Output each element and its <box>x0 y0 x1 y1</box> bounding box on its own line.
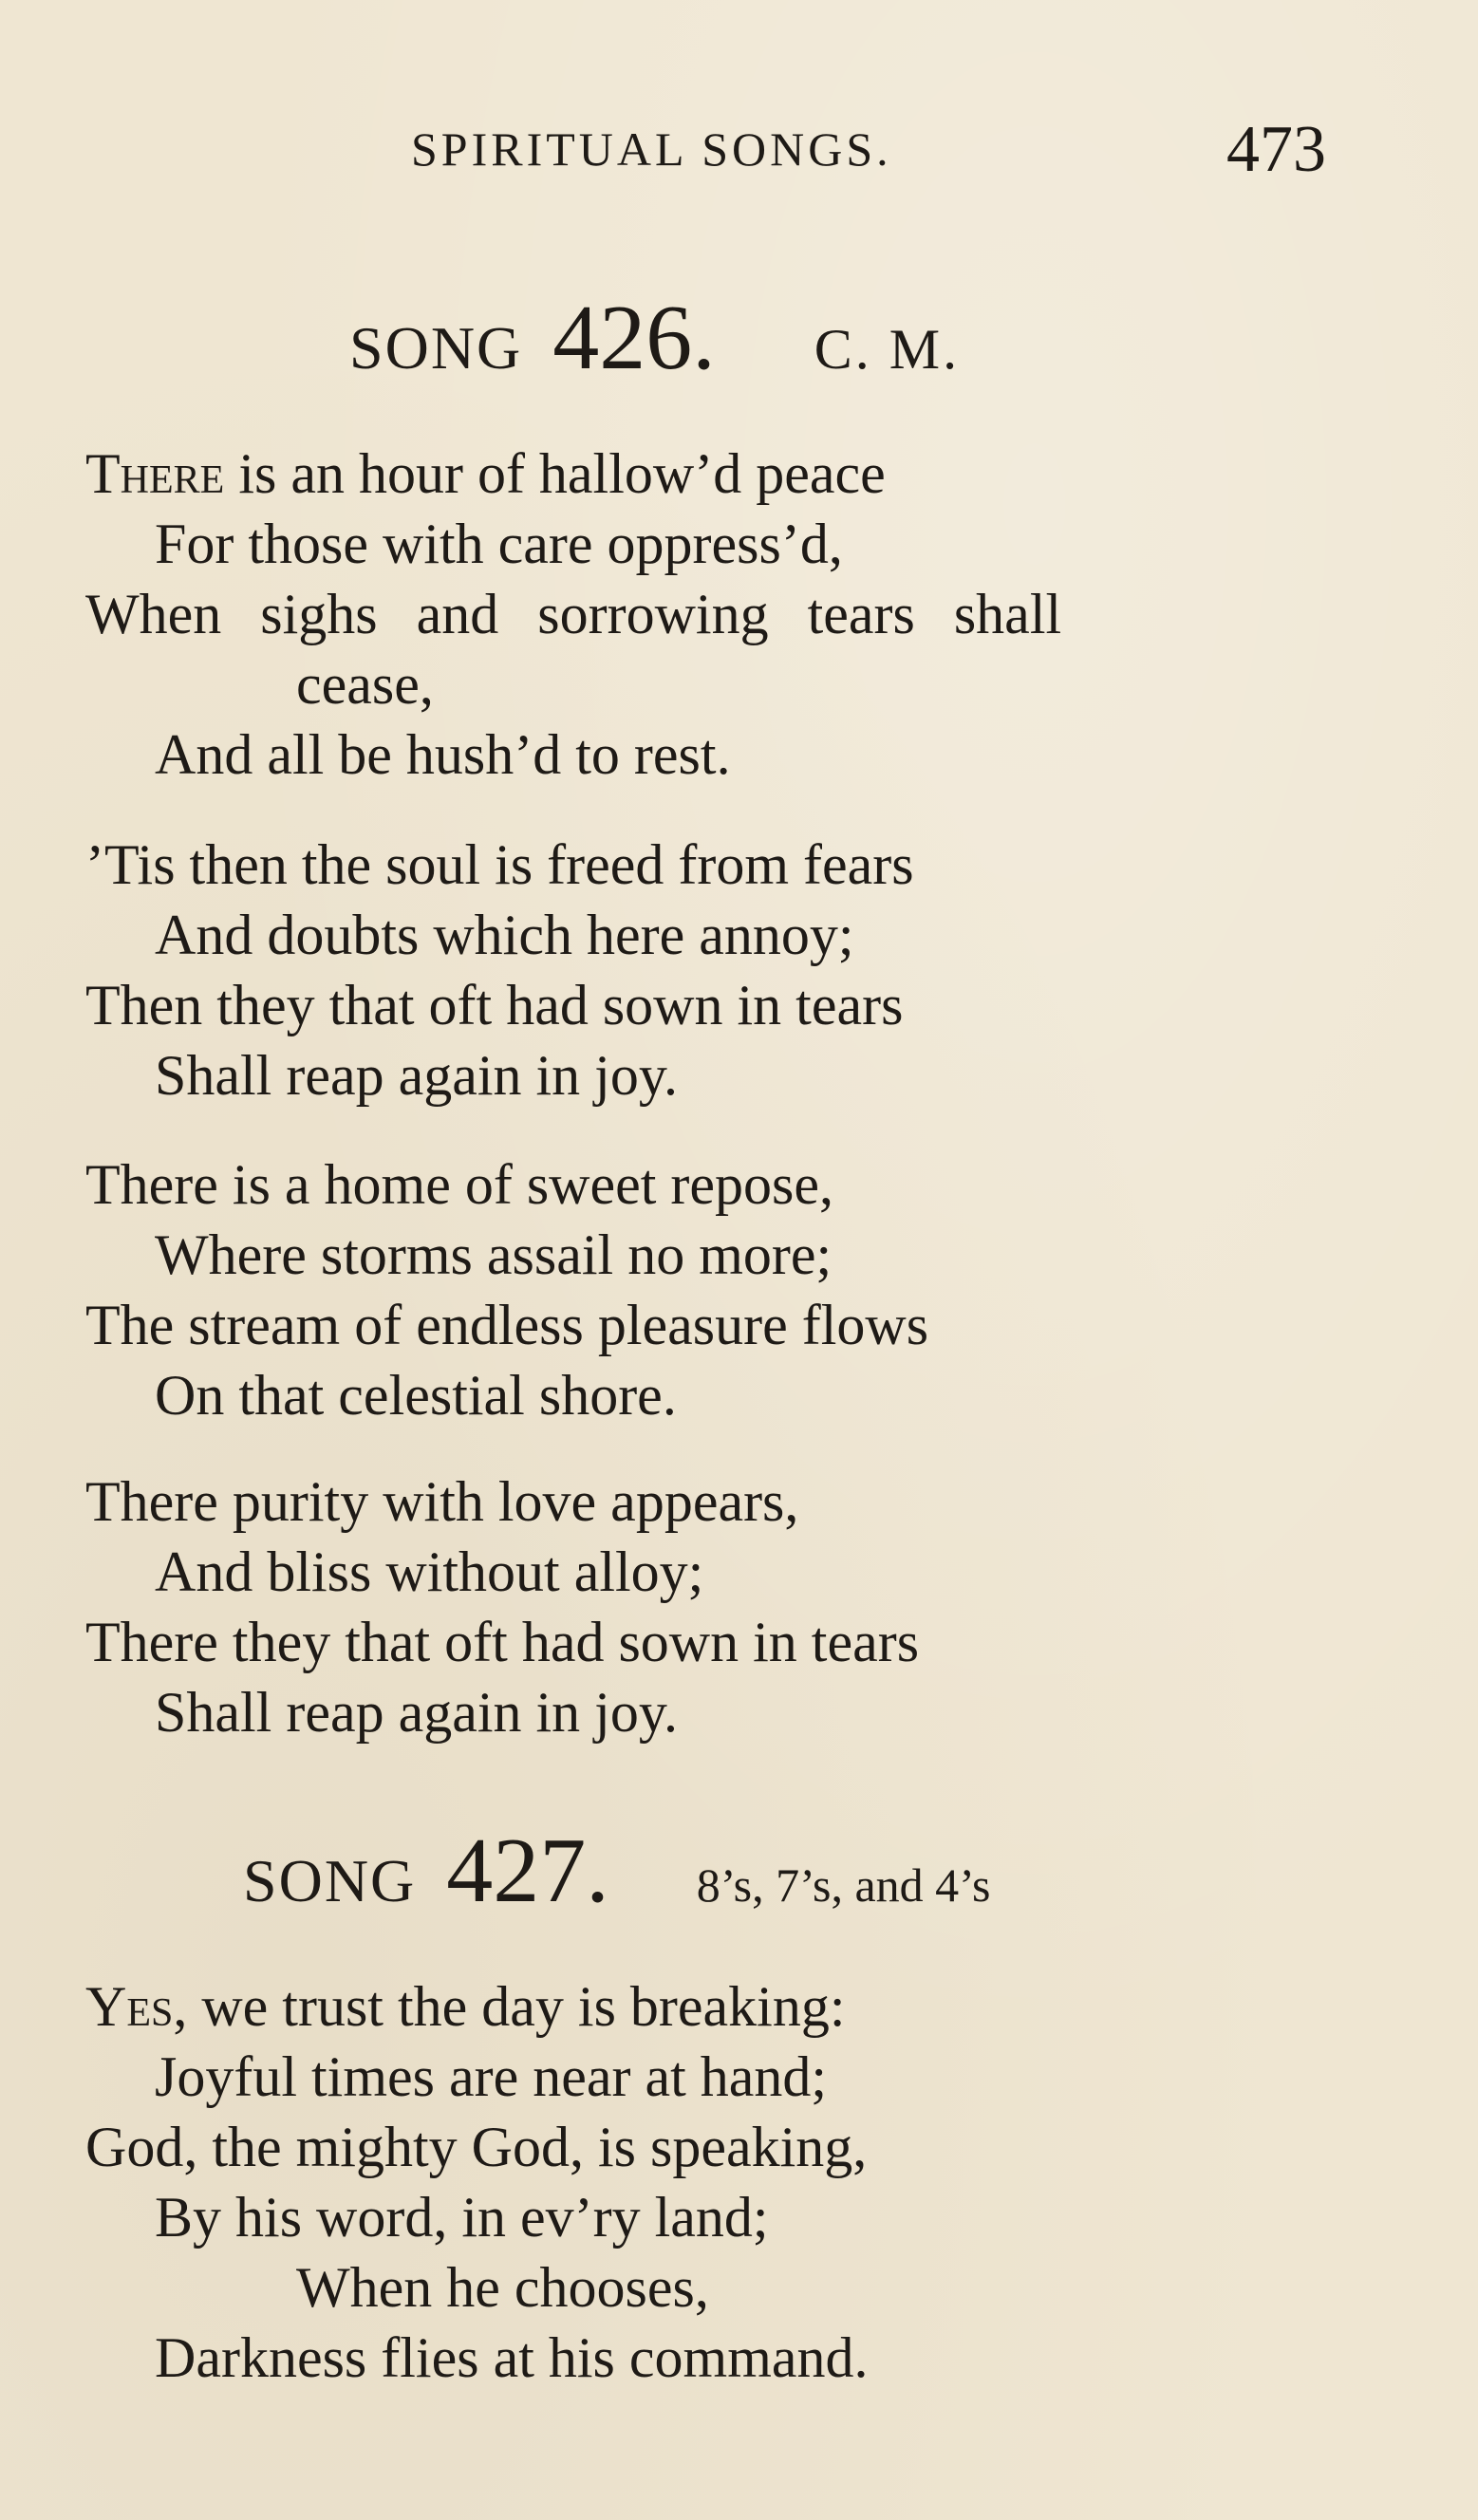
verse-initial-word: Yes, <box>85 1975 188 2038</box>
song-426-heading <box>349 285 960 391</box>
verse-line: ’Tis then the soul is freed from fears <box>85 833 914 896</box>
verse-line: When sighs and sorrowing tears shall <box>85 583 1062 645</box>
verse-line: Joyful times are near at hand; <box>155 2045 828 2108</box>
song-427-heading <box>243 1818 991 1924</box>
verse-line-text: is an hour of hallow’d peace <box>224 442 886 505</box>
song-meter: C. M. <box>814 318 961 381</box>
verse-line <box>85 439 886 509</box>
verse-line: Darkness flies at his command. <box>155 2326 869 2389</box>
verse-line: For those with care oppress’d, <box>155 513 843 575</box>
verse-line: When he chooses, <box>296 2256 709 2319</box>
song-label: SONG <box>243 1847 417 1914</box>
verse-line: There purity with love appears, <box>85 1470 799 1533</box>
verse-line: Then they that oft had sown in tears <box>85 974 904 1036</box>
song-meter: 8’s, 7’s, and 4’s <box>696 1858 991 1912</box>
verse-line-text: we trust the day is breaking: <box>187 1975 846 2038</box>
page-number: 473 <box>1226 113 1326 186</box>
verse-initial-word: There <box>85 442 225 505</box>
verse-line: Where storms assail no more; <box>155 1223 833 1286</box>
verse-line: Shall reap again in joy. <box>155 1681 678 1744</box>
verse-line: God, the mighty God, is speaking, <box>85 2116 868 2178</box>
verse-line: cease, <box>296 653 434 716</box>
verse-line: There is a home of sweet repose, <box>85 1153 834 1216</box>
song-label: SONG <box>349 314 523 382</box>
verse-line: The stream of endless pleasure flows <box>85 1294 929 1356</box>
running-title: SPIRITUAL SONGS. <box>411 122 892 176</box>
verse-line: Shall reap again in joy. <box>155 1044 678 1107</box>
verse-line: And all be hush’d to rest. <box>155 723 731 786</box>
song-number: 426. <box>552 287 716 389</box>
verse-line: And doubts which here annoy; <box>155 904 854 966</box>
verse-line: By his word, in ev’ry land; <box>155 2186 769 2249</box>
song-number: 427. <box>446 1820 609 1922</box>
verse-line: There they that oft had sown in tears <box>85 1611 920 1673</box>
verse-line: And bliss without alloy; <box>155 1540 704 1603</box>
verse-line: On that celestial shore. <box>155 1364 677 1427</box>
verse-line <box>85 1971 846 2042</box>
